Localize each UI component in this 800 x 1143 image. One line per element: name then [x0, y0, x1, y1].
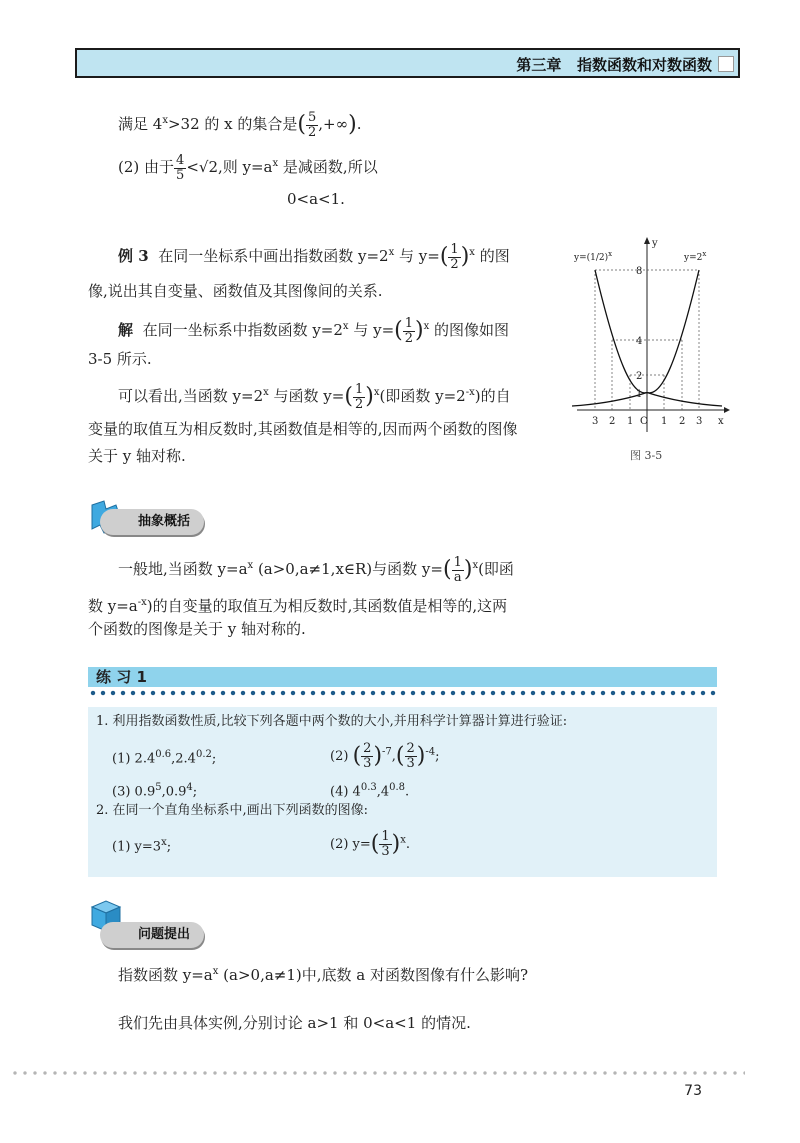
abstract-line-2: 数 $y=a^{-x}$)的自变量的取值互为相反数时,其函数值是相等的,这两	[88, 597, 508, 615]
example-3-line-2: 像,说出其自变量、函数值及其图像间的关系.	[88, 282, 383, 300]
y-tick-1: 1	[636, 389, 643, 400]
x-axis-label: x	[718, 416, 724, 427]
exercise-dot-divider	[88, 690, 717, 696]
y-tick-2: 2	[636, 371, 643, 382]
exercise-q2-2: (2) y=( $\frac{1}{3}$ )$^x$.	[330, 829, 411, 859]
abstract-line-3: 个函数的图像是关于 y 轴对称的.	[88, 620, 306, 638]
observation-line-2: 变量的取值互为相反数时,其函数值是相等的,因而两个函数的图像	[88, 420, 518, 438]
y-tick-8: 8	[636, 266, 643, 277]
exercise-q1-2: (2) ( $\frac{2}{3}$ )$^{-7}$,( $\frac{2}{3}$ )$^{-4}$;	[330, 741, 440, 771]
x-tick-neg1: 1	[627, 416, 634, 427]
exercise-q2: 2. 在同一个直角坐标系中,画出下列函数的图像:	[96, 803, 369, 818]
chapter-title: 第三章 指数函数和对数函数	[516, 56, 712, 74]
solution-line-2: 3-5 所示.	[88, 350, 152, 368]
exercise-q1-4: (4) $4^{0.3},4^{0.8}$.	[330, 782, 410, 800]
abstract-summary-tag: 抽象概括	[100, 509, 204, 535]
observation-line-3: 关于 y 轴对称.	[88, 447, 186, 465]
body-line-2: (2) 由于 $\frac{4}{5}$ <√2,则 $y=a^x$ 是减函数,所以	[118, 152, 378, 183]
header-square-icon	[718, 56, 734, 72]
exercise-q1-1: (1) $2.4^{0.6},2.4^{0.2}$;	[112, 749, 217, 767]
example-3-line-1: 例 3 在同一坐标系中画出指数函数 $y=2^x$ 与 y=( $\frac{1}{2}$ )$^x$ 的图	[118, 241, 510, 272]
y-tick-4: 4	[636, 336, 643, 347]
x-axis-arrow-icon	[724, 407, 730, 413]
page-number: 73	[684, 1083, 702, 1099]
curve-half-power-x	[595, 270, 722, 406]
y-axis-arrow-icon	[644, 237, 650, 244]
question-raised-tag: 问题提出	[100, 922, 204, 948]
solution-label: 解	[118, 321, 134, 339]
exercise-title: 练 习 1	[96, 668, 147, 686]
footer-dot-divider	[10, 1071, 745, 1075]
chapter-header	[75, 48, 740, 78]
x-tick-neg3: 3	[592, 416, 599, 427]
exercise-q1: 1. 利用指数函数性质,比较下列各题中两个数的大小,并用科学计算器计算进行验证:	[96, 714, 568, 729]
body-line-1: 满足 $4^x>32$ 的 x 的集合是( $\frac{5}{2}$ ,+∞).	[118, 109, 362, 140]
question-line-1: 指数函数 $y=a^x$ (a>0,a≠1)中,底数 a 对函数图像有什么影响?	[118, 966, 529, 984]
body-line-3: 0<a<1.	[287, 190, 345, 208]
figure-3-5	[572, 232, 732, 442]
example-label: 例 3	[118, 247, 149, 265]
observation-line-1: 可以看出,当函数 $y=2^x$ 与函数 y=( $\frac{1}{2}$ )$^x$(即函数 $y=2^{-x}$)的自	[118, 381, 511, 412]
exercise-header-bar	[88, 667, 717, 687]
question-line-2: 我们先由具体实例,分别讨论 a>1 和 0<a<1 的情况.	[118, 1014, 471, 1032]
exercise-q2-1: (1) $y=3^x$;	[112, 837, 172, 855]
x-tick-origin: O	[640, 416, 649, 427]
x-tick-1: 1	[661, 416, 668, 427]
label-right-curve: $y=2^x$	[684, 250, 707, 263]
x-tick-3: 3	[696, 416, 703, 427]
label-left-curve: $y=(1/2)^x$	[574, 250, 613, 263]
exercise-q1-3: (3) $0.9^5,0.9^4$;	[112, 782, 198, 800]
abstract-line-1: 一般地,当函数 $y=a^x$ (a>0,a≠1,x∈R)与函数 y=( $\frac{1}{a}$ )$^x$(即函	[118, 554, 514, 585]
x-tick-2: 2	[679, 416, 686, 427]
solution-line-1: 解 在同一坐标系中指数函数 $y=2^x$ 与 y=( $\frac{1}{2}$ )$^x$ 的图像如图	[118, 315, 510, 346]
x-tick-neg2: 2	[609, 416, 616, 427]
figure-caption: 图 3-5	[630, 449, 663, 462]
y-axis-label: y	[652, 238, 658, 249]
